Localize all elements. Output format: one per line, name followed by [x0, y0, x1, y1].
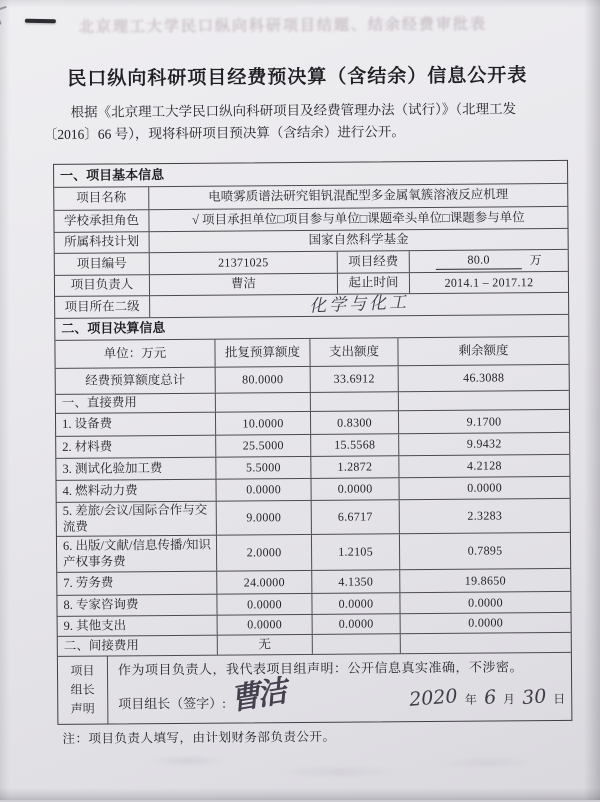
fund-amount: 80.0 — [436, 252, 522, 270]
period-value: 2014.1 – 2017.12 — [444, 274, 534, 290]
item-remaining: 2.3283 — [467, 508, 503, 523]
bleed-through-bottom — [63, 746, 563, 790]
item-spent: 0.8300 — [311, 411, 399, 434]
date-year-handwriting: 2020 — [408, 685, 459, 712]
indirect-cost-label: 二、间接费用 — [58, 636, 218, 656]
item-label: 5. 差旅/会议/国际合作与交流费 — [57, 502, 217, 536]
section1-header-row — [54, 161, 567, 187]
date-day-label: 日 — [553, 692, 566, 707]
department-value — [150, 293, 568, 317]
item-spent: 15.5568 — [311, 434, 399, 456]
item-label: 1. 设备费 — [56, 413, 216, 436]
empty-cell — [313, 634, 401, 654]
project-number-row — [55, 249, 568, 275]
item-remaining: 0.0000 — [467, 480, 503, 495]
project-leader-value: 曹洁 — [150, 274, 338, 295]
table-row — [57, 498, 570, 536]
empty-cell — [216, 393, 311, 412]
school-role-row — [54, 206, 567, 232]
intro-line-2: 〔2016〕66 号），现将科研项目预决算（含结余）进行公开。 — [43, 124, 405, 143]
section1-title: 一、项目基本信息 — [60, 166, 165, 183]
total-spent: 33.6912 — [311, 366, 399, 392]
project-name-row — [54, 183, 567, 210]
table-row — [56, 476, 569, 502]
photo-edge-bottom — [0, 788, 600, 800]
budget-columns-row — [55, 336, 568, 368]
date-month-label: 月 — [502, 692, 516, 707]
item-approved: 5.5000 — [216, 457, 311, 479]
item-approved: 0.0000 — [218, 615, 313, 635]
empty-cell — [311, 392, 399, 411]
indirect-cost-value: 无 — [218, 635, 313, 655]
item-spent: 1.2872 — [311, 456, 399, 478]
table-row — [56, 409, 569, 436]
science-plan-value: 国家自然科学基金 — [308, 232, 409, 248]
department-row — [55, 292, 568, 318]
project-number-label: 项目编号 — [55, 253, 150, 275]
photo-edge-right — [584, 0, 600, 800]
declaration-left-line: 项目 — [70, 663, 95, 678]
item-label: 3. 测试化验加工费 — [56, 458, 216, 480]
declaration-left-line: 声明 — [70, 701, 95, 716]
item-remaining: 9.9432 — [466, 436, 502, 451]
item-label: 6. 出版/文献/信息传播/知识产权事务费 — [57, 536, 217, 572]
item-approved: 0.0000 — [217, 594, 312, 615]
department-label: 项目所在二级 — [55, 296, 150, 318]
item-spent: 1.2105 — [312, 534, 400, 570]
document-title: 民口纵向科研项目经费预决算（含结余）信息公开表 — [67, 65, 528, 90]
direct-cost-header-row — [56, 390, 569, 413]
table-row — [57, 532, 570, 572]
item-label: 4. 燃料动力费 — [57, 480, 217, 502]
intro-line-1: 根据《北京理工大学民口纵向科研项目及经费管理办法（试行）》（北理工发 — [70, 101, 517, 120]
table-row — [56, 454, 569, 480]
column-unit: 单位：万元 — [55, 340, 215, 368]
project-fund-label: 项目经费 — [338, 251, 410, 273]
empty-cell — [399, 391, 569, 410]
item-approved: 2.0000 — [217, 535, 312, 571]
budget-total-row — [56, 364, 569, 394]
item-label: 7. 劳务费 — [57, 572, 217, 595]
project-fund-value — [410, 250, 568, 272]
item-remaining: 9.1700 — [466, 413, 502, 429]
declaration-row — [58, 652, 572, 724]
total-label: 经费预算额度总计 — [56, 368, 216, 394]
item-label: 9. 其他支出 — [58, 616, 218, 636]
school-role-label: 学校承担角色 — [54, 210, 149, 232]
indirect-cost-row — [58, 632, 571, 656]
science-plan-row — [55, 228, 568, 253]
item-approved: 24.0000 — [217, 571, 312, 594]
staple-mark — [25, 19, 56, 24]
project-leader-label: 项目负责人 — [55, 275, 150, 296]
bleed-through-text: 北京理工大学民口纵向科研项目结题、结余经费审批表 — [78, 15, 488, 36]
fund-unit: 万 — [529, 253, 542, 268]
science-plan-label: 所属科技计划 — [55, 232, 150, 253]
item-spent: 4.1350 — [312, 570, 400, 593]
table-row — [58, 612, 571, 636]
table-row — [56, 432, 569, 458]
total-approved: 80.0000 — [216, 367, 311, 393]
column-remaining: 剩余额度 — [458, 343, 509, 358]
disclosure-table — [53, 160, 572, 725]
column-approved: 批复预算额度 — [215, 339, 310, 367]
date-month-handwriting: 6 — [483, 686, 497, 710]
item-spent: 6.6717 — [312, 500, 400, 534]
date-year-label: 年 — [464, 692, 477, 707]
item-approved: 25.5000 — [216, 435, 311, 457]
empty-cell — [401, 633, 571, 653]
photo-edge-top — [0, 0, 600, 8]
total-remaining: 46.3088 — [463, 370, 505, 385]
project-number-value: 21371025 — [150, 252, 338, 274]
department-handwriting: 化学与化工 — [308, 292, 410, 317]
declaration-statement: 作为项目负责人，我代表项目组声明：公开信息真实准确，不涉密。 — [117, 659, 524, 678]
school-role-value: √ 项目承担单位□项目参与单位□课题牵头单位□课题参与单位 — [192, 209, 525, 227]
date-day-handwriting: 30 — [521, 685, 547, 710]
item-remaining: 0.7895 — [467, 543, 503, 558]
table-row — [57, 568, 570, 595]
direct-cost-label: 一、直接费用 — [56, 394, 216, 413]
project-leader-row — [55, 271, 568, 296]
item-remaining: 0.0000 — [468, 594, 503, 610]
signature-date — [409, 686, 565, 711]
item-approved: 0.0000 — [216, 479, 311, 501]
item-spent: 0.0000 — [313, 614, 401, 634]
project-name-label: 项目名称 — [54, 187, 149, 210]
item-spent: 0.0000 — [312, 593, 400, 614]
item-spent: 0.0000 — [311, 478, 399, 500]
item-label: 8. 专家咨询费 — [57, 595, 217, 616]
item-approved: 10.0000 — [216, 412, 311, 435]
item-remaining: 4.2128 — [466, 458, 502, 473]
item-label: 2. 材料费 — [56, 436, 216, 458]
period-label: 起止时间 — [338, 273, 410, 294]
signature-label: 项目组长（签字）: — [118, 695, 226, 712]
table-row — [57, 591, 570, 616]
project-name-value: 电喷雾质谱法研究钼钒混配型多金属氧簇溶液反应机理 — [208, 187, 509, 204]
item-remaining: 0.0000 — [468, 615, 504, 630]
photo-edge-left — [0, 0, 10, 800]
section2-title: 二、项目决算信息 — [61, 320, 166, 337]
leader-signature-handwriting: 曹洁 — [227, 673, 287, 718]
item-remaining: 19.8650 — [464, 572, 506, 588]
item-approved: 9.0000 — [217, 501, 312, 535]
intro-paragraph — [44, 98, 556, 146]
declaration-left-label — [58, 657, 109, 724]
column-spent: 支出额度 — [310, 338, 398, 366]
declaration-content — [108, 653, 572, 724]
declaration-left-line: 组长 — [70, 682, 95, 697]
footnote: 注：项目负责人填写，由计划财务部负责公开。 — [62, 729, 336, 746]
